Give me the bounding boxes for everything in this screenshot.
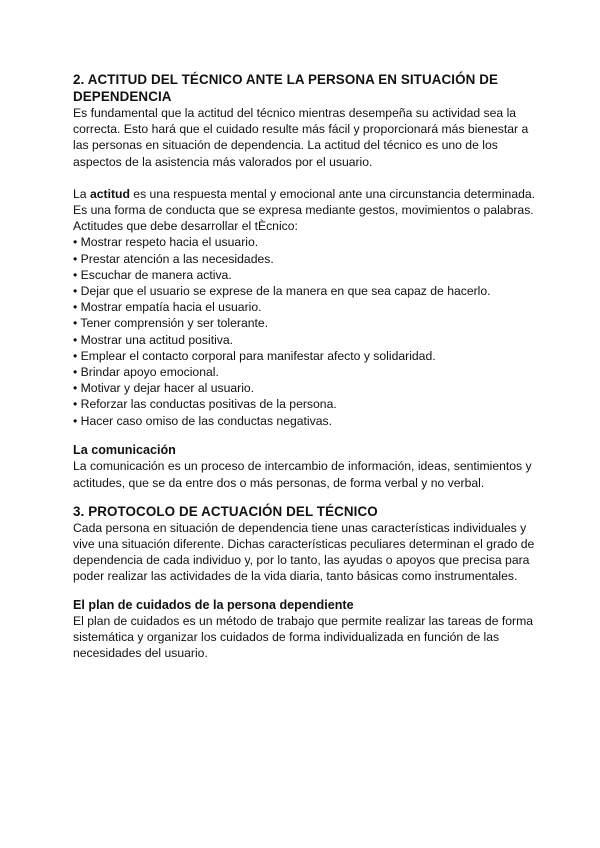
list-item: • Mostrar respeto hacia el usuario.	[73, 235, 259, 250]
paragraph-spacer	[73, 170, 541, 186]
care-plan-paragraph: El plan de cuidados es un método de trabajo que permite realizar las tareas de forma sistemática y organizar los cuidados de forma individualizada en función de las necesidades del usuario.	[73, 614, 534, 661]
definition-bold-term: actitud	[89, 186, 130, 201]
attitudes-list	[73, 234, 541, 428]
section-2-intro-paragraph: Es fundamental que la actitud del técnico mientras desempeña su actividad sea la correcta. Esto hará que el cuidado resulte más fácil y proporcionará más bienestar a las personas en situación de dependencia. La actitud del técnico es uno de los aspectos de la asistencia más valorados por el usuario.	[73, 106, 529, 169]
list-item: • Escuchar de manera activa.	[73, 267, 232, 282]
list-item: • Emplear el contacto corporal para manifestar afecto y solidaridad.	[73, 348, 436, 363]
list-item: • Hacer caso omiso de las conductas negativas.	[73, 413, 332, 428]
list-item: • Motivar y dejar hacer al usuario.	[73, 381, 255, 396]
paragraph-spacer	[73, 491, 541, 503]
care-plan-heading: El plan de cuidados de la persona dependiente	[73, 597, 354, 612]
list-item: • Reforzar las conductas positivas de la persona.	[73, 397, 337, 412]
communication-paragraph: La comunicación es un proceso de intercambio de información, ideas, sentimientos y actitudes, que se da entre dos o más personas, de forma verbal y no verbal.	[73, 459, 532, 490]
document-body	[73, 71, 541, 662]
communication-heading: La comunicación	[73, 442, 176, 457]
list-item: • Tener comprensión y ser tolerante.	[73, 316, 269, 331]
section-2-heading: 2. ACTITUD DEL TÉCNICO ANTE LA PERSONA EN SITUACIÓN DE DEPENDENCIA	[73, 72, 498, 104]
list-item: • Prestar atención a las necesidades.	[73, 251, 274, 266]
list-item: • Dejar que el usuario se exprese de la manera en que sea capaz de hacerlo.	[73, 284, 491, 299]
list-item: • Mostrar una actitud positiva.	[73, 332, 234, 347]
list-item: • Mostrar empatía hacia el usuario.	[73, 300, 262, 315]
list-item: • Brindar apoyo emocional.	[73, 365, 219, 380]
attitudes-list-intro: Actitudes que debe desarrollar el tÈcnico:	[73, 219, 298, 234]
section-3-heading: 3. PROTOCOLO DE ACTUACIÓN DEL TÉCNICO	[73, 503, 378, 519]
definition-prefix: La	[73, 186, 90, 201]
definition-text: es una respuesta mental y emocional ante una circunstancia determinada. Es una forma de conducta que se expresa mediante gestos, movimientos o palabras.	[73, 186, 536, 218]
paragraph-spacer	[73, 429, 541, 442]
attitude-definition-paragraph	[73, 186, 541, 218]
section-3-paragraph: Cada persona en situación de dependencia tiene unas características individuales y vive una situación diferente. Dichas características peculiares determinan el grado de dependencia de cada individuo y, por lo tanto, las ayudas o apoyos que precisa para poder realizar las actividades de la vida diaria, tanto básicas como instrumentales.	[73, 520, 535, 584]
paragraph-spacer	[73, 585, 541, 597]
